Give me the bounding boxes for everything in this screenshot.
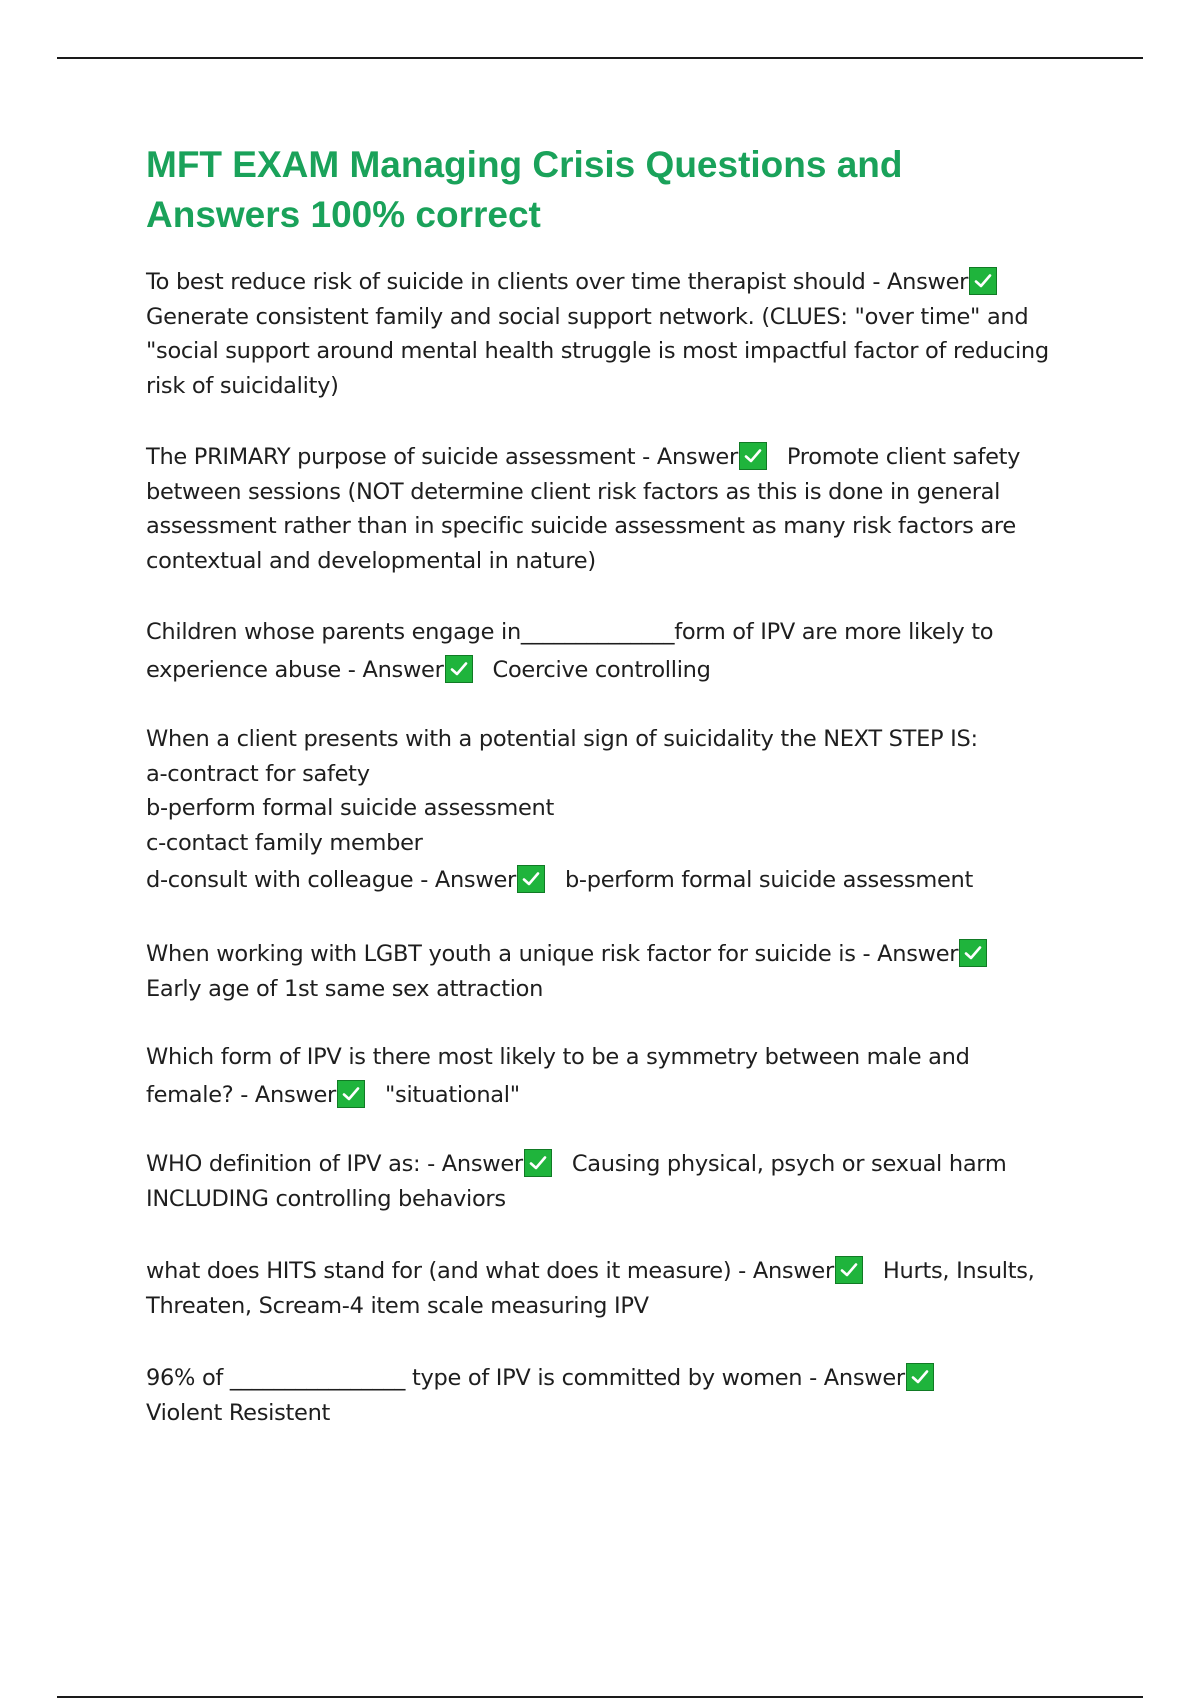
question-text: Children whose parents engage in______________form of IPV are more likely to	[146, 619, 994, 645]
answer-text: Threaten, Scream-4 item scale measuring IPV	[146, 1292, 649, 1319]
question-text: experience abuse - Answer	[146, 656, 444, 683]
qa-item	[146, 1040, 970, 1112]
qa-item	[146, 1254, 1035, 1323]
question-text: When a client presents with a potential sign of suicidality the NEXT STEP IS:	[146, 726, 978, 752]
check-mark-icon	[337, 1080, 365, 1108]
answer-text: Causing physical, psych or sexual harm	[571, 1151, 1007, 1177]
title-line-1: MFT EXAM Managing Crisis Questions and	[146, 144, 903, 185]
qa-item	[146, 1147, 1006, 1216]
answer-text: "situational"	[385, 1081, 520, 1108]
answer-text: Promote client safety	[786, 444, 1021, 470]
option-text: b-perform formal suicide assessment	[146, 795, 555, 821]
check-mark-icon	[739, 442, 767, 470]
check-mark-icon	[906, 1363, 934, 1391]
qa-item	[146, 1361, 934, 1430]
answer-text: risk of suicidality)	[146, 372, 339, 399]
qa-item	[146, 440, 1020, 578]
document-title	[146, 140, 1086, 240]
question-text: To best reduce risk of suicide in clients over time therapist should - Answer	[146, 269, 969, 295]
question-text: 96% of ________________ type of IPV is committed by women - Answer	[146, 1365, 905, 1391]
answer-text: Violent Resistent	[146, 1399, 331, 1426]
question-text: Which form of IPV is there most likely to be a symmetry between male and	[146, 1044, 970, 1070]
answer-text: contextual and developmental in nature)	[146, 547, 596, 574]
question-text: When working with LGBT youth a unique risk factor for suicide is - Answer	[146, 941, 959, 967]
answer-text: assessment rather than in specific suicide assessment as many risk factors are	[146, 513, 1016, 539]
check-mark-icon	[445, 655, 473, 683]
question-text: what does HITS stand for (and what does it measure) - Answer	[146, 1258, 834, 1284]
answer-text: Early age of 1st same sex attraction	[146, 975, 544, 1002]
option-text: d-consult with colleague - Answer	[146, 867, 516, 893]
option-text: a-contract for safety	[146, 760, 370, 787]
answer-text: "social support around mental health struggle is most impactful factor of reducing	[146, 338, 1049, 364]
header-rule	[57, 57, 1143, 59]
footer-rule	[57, 1696, 1143, 1698]
qa-item	[146, 615, 993, 687]
check-mark-icon	[969, 267, 997, 295]
check-mark-icon	[517, 865, 545, 893]
qa-item	[146, 937, 987, 1006]
answer-text: Hurts, Insults,	[882, 1258, 1035, 1284]
answer-text: between sessions (NOT determine client risk factors as this is done in general	[146, 478, 1001, 505]
answer-text: Coercive controlling	[492, 656, 711, 683]
answer-text: b-perform formal suicide assessment	[564, 867, 973, 893]
question-text: The PRIMARY purpose of suicide assessment - Answer	[146, 444, 738, 470]
check-mark-icon	[835, 1256, 863, 1284]
check-mark-icon	[959, 939, 987, 967]
answer-text: Generate consistent family and social support network. (CLUES: "over time" and	[146, 303, 1029, 330]
title-line-2: Answers 100% correct	[146, 194, 541, 235]
qa-item	[146, 265, 1049, 403]
question-text: female? - Answer	[146, 1081, 336, 1108]
question-text: WHO definition of IPV as: - Answer	[146, 1151, 523, 1177]
qa-item	[146, 722, 978, 898]
answer-text: INCLUDING controlling behaviors	[146, 1185, 506, 1212]
option-text: c-contact family member	[146, 829, 423, 856]
check-mark-icon	[524, 1149, 552, 1177]
